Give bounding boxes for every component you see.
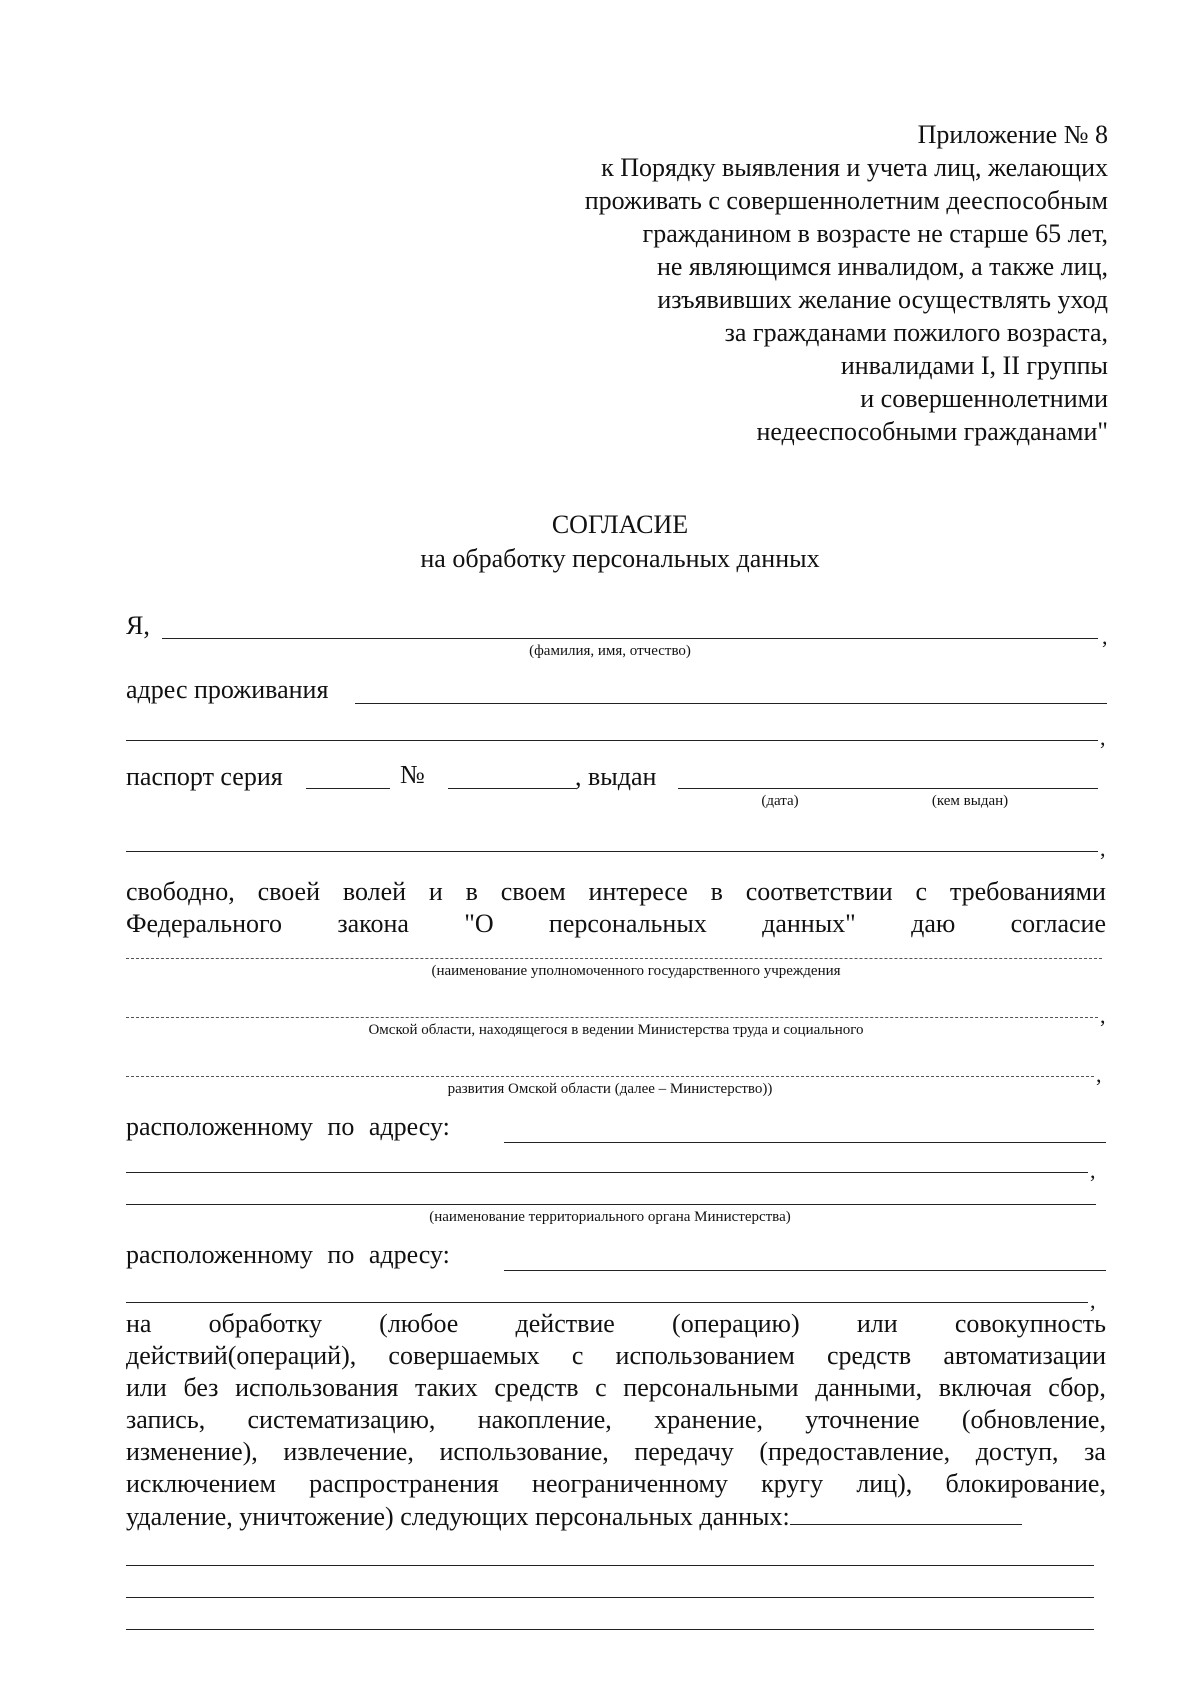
appendix-line: проживать с совершеннолетним дееспособным	[584, 186, 1108, 215]
word: с	[915, 877, 928, 906]
located-label-2: расположенному по адресу:	[126, 1240, 450, 1269]
word: исключением	[126, 1469, 276, 1498]
word: (обновление,	[961, 1405, 1106, 1434]
word: на	[126, 1309, 152, 1338]
word: или	[856, 1309, 898, 1338]
comma: ,	[1090, 1158, 1096, 1183]
passport-series-label: паспорт серия	[126, 762, 283, 791]
address-field-line-2[interactable]	[126, 740, 1098, 741]
appendix-line: недееспособными гражданами"	[756, 417, 1108, 446]
word: извлечение,	[283, 1437, 414, 1466]
word: "О	[464, 909, 494, 938]
word: систематизацию,	[247, 1405, 436, 1434]
territorial-address-field-line-1[interactable]	[504, 1270, 1106, 1271]
word: и	[428, 877, 443, 906]
org-address-field-line-2[interactable]	[126, 1172, 1088, 1173]
territorial-name-field-line[interactable]	[126, 1204, 1096, 1205]
word: средств	[827, 1341, 912, 1370]
passport-series-field[interactable]	[306, 788, 390, 789]
comma: ,	[1100, 725, 1106, 750]
word: своем	[500, 877, 566, 906]
processing-line-1	[126, 1308, 1106, 1340]
consent-line-1	[126, 876, 1106, 908]
processing-line-2	[126, 1340, 1106, 1372]
appendix-header	[488, 118, 1108, 448]
number-label: №	[400, 760, 425, 789]
word: данными,	[815, 1373, 923, 1402]
word: согласие	[1010, 909, 1106, 938]
fio-caption: (фамилия, имя, отчество)	[529, 643, 691, 659]
org-name-field-line-1[interactable]	[126, 958, 1102, 959]
issued-by-caption: (кем выдан)	[931, 793, 1009, 809]
comma: ,	[1096, 1062, 1102, 1087]
date-caption: (дата)	[761, 793, 799, 809]
i-label: Я,	[126, 611, 150, 640]
word: действий(операций),	[126, 1341, 357, 1370]
appendix-line: не являющимся инвалидом, а также лиц,	[656, 252, 1108, 281]
word: средств	[494, 1373, 579, 1402]
appendix-line: к Порядку выявления и учета лиц, желающих	[601, 153, 1108, 182]
processing-last-text: удаление, уничтожение) следующих персональных данных:	[126, 1502, 790, 1531]
personal-data-field-inline[interactable]	[790, 1500, 1022, 1525]
word: (любое	[379, 1309, 459, 1338]
word: передачу	[634, 1437, 734, 1466]
org-name-field-line-3[interactable]	[126, 1076, 1094, 1077]
word: (операцию)	[672, 1309, 800, 1338]
org-caption-3: развития Омской области (далее – Министерство))	[447, 1081, 773, 1097]
word: блокирование,	[945, 1469, 1106, 1498]
word: персональными	[623, 1373, 799, 1402]
address-label: адрес проживания	[126, 675, 329, 704]
word: сбор,	[1048, 1373, 1106, 1402]
comma: ,	[1090, 1288, 1096, 1313]
word: интересе	[588, 877, 688, 906]
personal-data-field-line-2[interactable]	[126, 1597, 1094, 1598]
processing-line-5	[126, 1436, 1106, 1468]
appendix-line: за гражданами пожилого возраста,	[724, 318, 1108, 347]
word: за	[1084, 1437, 1106, 1466]
located-label: расположенному по адресу:	[126, 1112, 450, 1141]
word: распространения	[309, 1469, 499, 1498]
processing-paragraph	[126, 1308, 1106, 1533]
document-title: СОГЛАСИЕ	[551, 510, 689, 539]
word: соответствии	[745, 877, 893, 906]
comma: ,	[1100, 1003, 1106, 1028]
org-address-field-line-1[interactable]	[504, 1142, 1106, 1143]
word: в	[465, 877, 478, 906]
word: с	[571, 1341, 584, 1370]
word: изменение),	[126, 1437, 258, 1466]
word: без	[183, 1373, 219, 1402]
word: данных"	[762, 909, 856, 938]
word: обработку	[208, 1309, 322, 1338]
issued-field-line[interactable]	[678, 788, 1098, 789]
word: уточнение	[805, 1405, 920, 1434]
processing-line-4	[126, 1404, 1106, 1436]
word: кругу	[761, 1469, 824, 1498]
passport-number-field[interactable]	[448, 788, 576, 789]
word: запись,	[126, 1405, 206, 1434]
word: своей	[257, 877, 321, 906]
appendix-line: инвалидами I, II группы	[840, 351, 1108, 380]
territorial-caption: (наименование территориального органа Министерства)	[429, 1209, 791, 1225]
word: волей	[342, 877, 407, 906]
word: в	[710, 877, 723, 906]
word: хранение,	[654, 1405, 763, 1434]
consent-text	[126, 876, 1106, 940]
appendix-line: изъявивших желание осуществлять уход	[657, 285, 1108, 314]
word: с	[595, 1373, 607, 1402]
processing-line-6	[126, 1468, 1106, 1500]
address-field-line-1[interactable]	[355, 703, 1107, 704]
consent-line-2	[126, 908, 1106, 940]
org-name-field-line-2[interactable]	[126, 1017, 1098, 1018]
word: персональных	[548, 909, 707, 938]
word: таких	[414, 1373, 478, 1402]
word: неограниченному	[532, 1469, 728, 1498]
word: или	[126, 1373, 167, 1402]
comma: ,	[1100, 836, 1106, 861]
org-caption-1: (наименование уполномоченного государственного учреждения	[431, 963, 841, 979]
document-subtitle: на обработку персональных данных	[420, 544, 820, 573]
word: совокупность	[954, 1309, 1106, 1338]
word: совершаемых	[388, 1341, 540, 1370]
word: накопление,	[477, 1405, 612, 1434]
word: использование,	[439, 1437, 609, 1466]
processing-line-3	[126, 1372, 1106, 1404]
appendix-line: и совершеннолетними	[860, 384, 1108, 413]
org-caption-2: Омской области, находящегося в ведении Министерства труда и социального	[368, 1022, 864, 1038]
word: использованием	[615, 1341, 795, 1370]
word: включая	[938, 1373, 1032, 1402]
word: лиц),	[856, 1469, 913, 1498]
word: действие	[515, 1309, 615, 1338]
appendix-line: гражданином в возрасте не старше 65 лет,	[642, 219, 1108, 248]
territorial-address-field-line-2[interactable]	[126, 1302, 1088, 1303]
personal-data-field-line-3[interactable]	[126, 1629, 1094, 1630]
word: Федерального	[126, 909, 283, 938]
personal-data-field-line-1[interactable]	[126, 1565, 1094, 1566]
word: доступ,	[975, 1437, 1059, 1466]
word: даю	[911, 909, 956, 938]
issued-field-line-2[interactable]	[126, 851, 1098, 852]
word: использования	[235, 1373, 399, 1402]
issued-label: , выдан	[575, 762, 657, 791]
comma: ,	[1102, 624, 1108, 649]
fio-field-line[interactable]	[162, 638, 1098, 639]
word: свободно,	[126, 877, 235, 906]
word: закона	[337, 909, 409, 938]
word: автоматизации	[943, 1341, 1106, 1370]
processing-line-last	[126, 1500, 1106, 1533]
appendix-line: Приложение № 8	[917, 120, 1108, 149]
word: требованиями	[949, 877, 1106, 906]
word: (предоставление,	[759, 1437, 951, 1466]
